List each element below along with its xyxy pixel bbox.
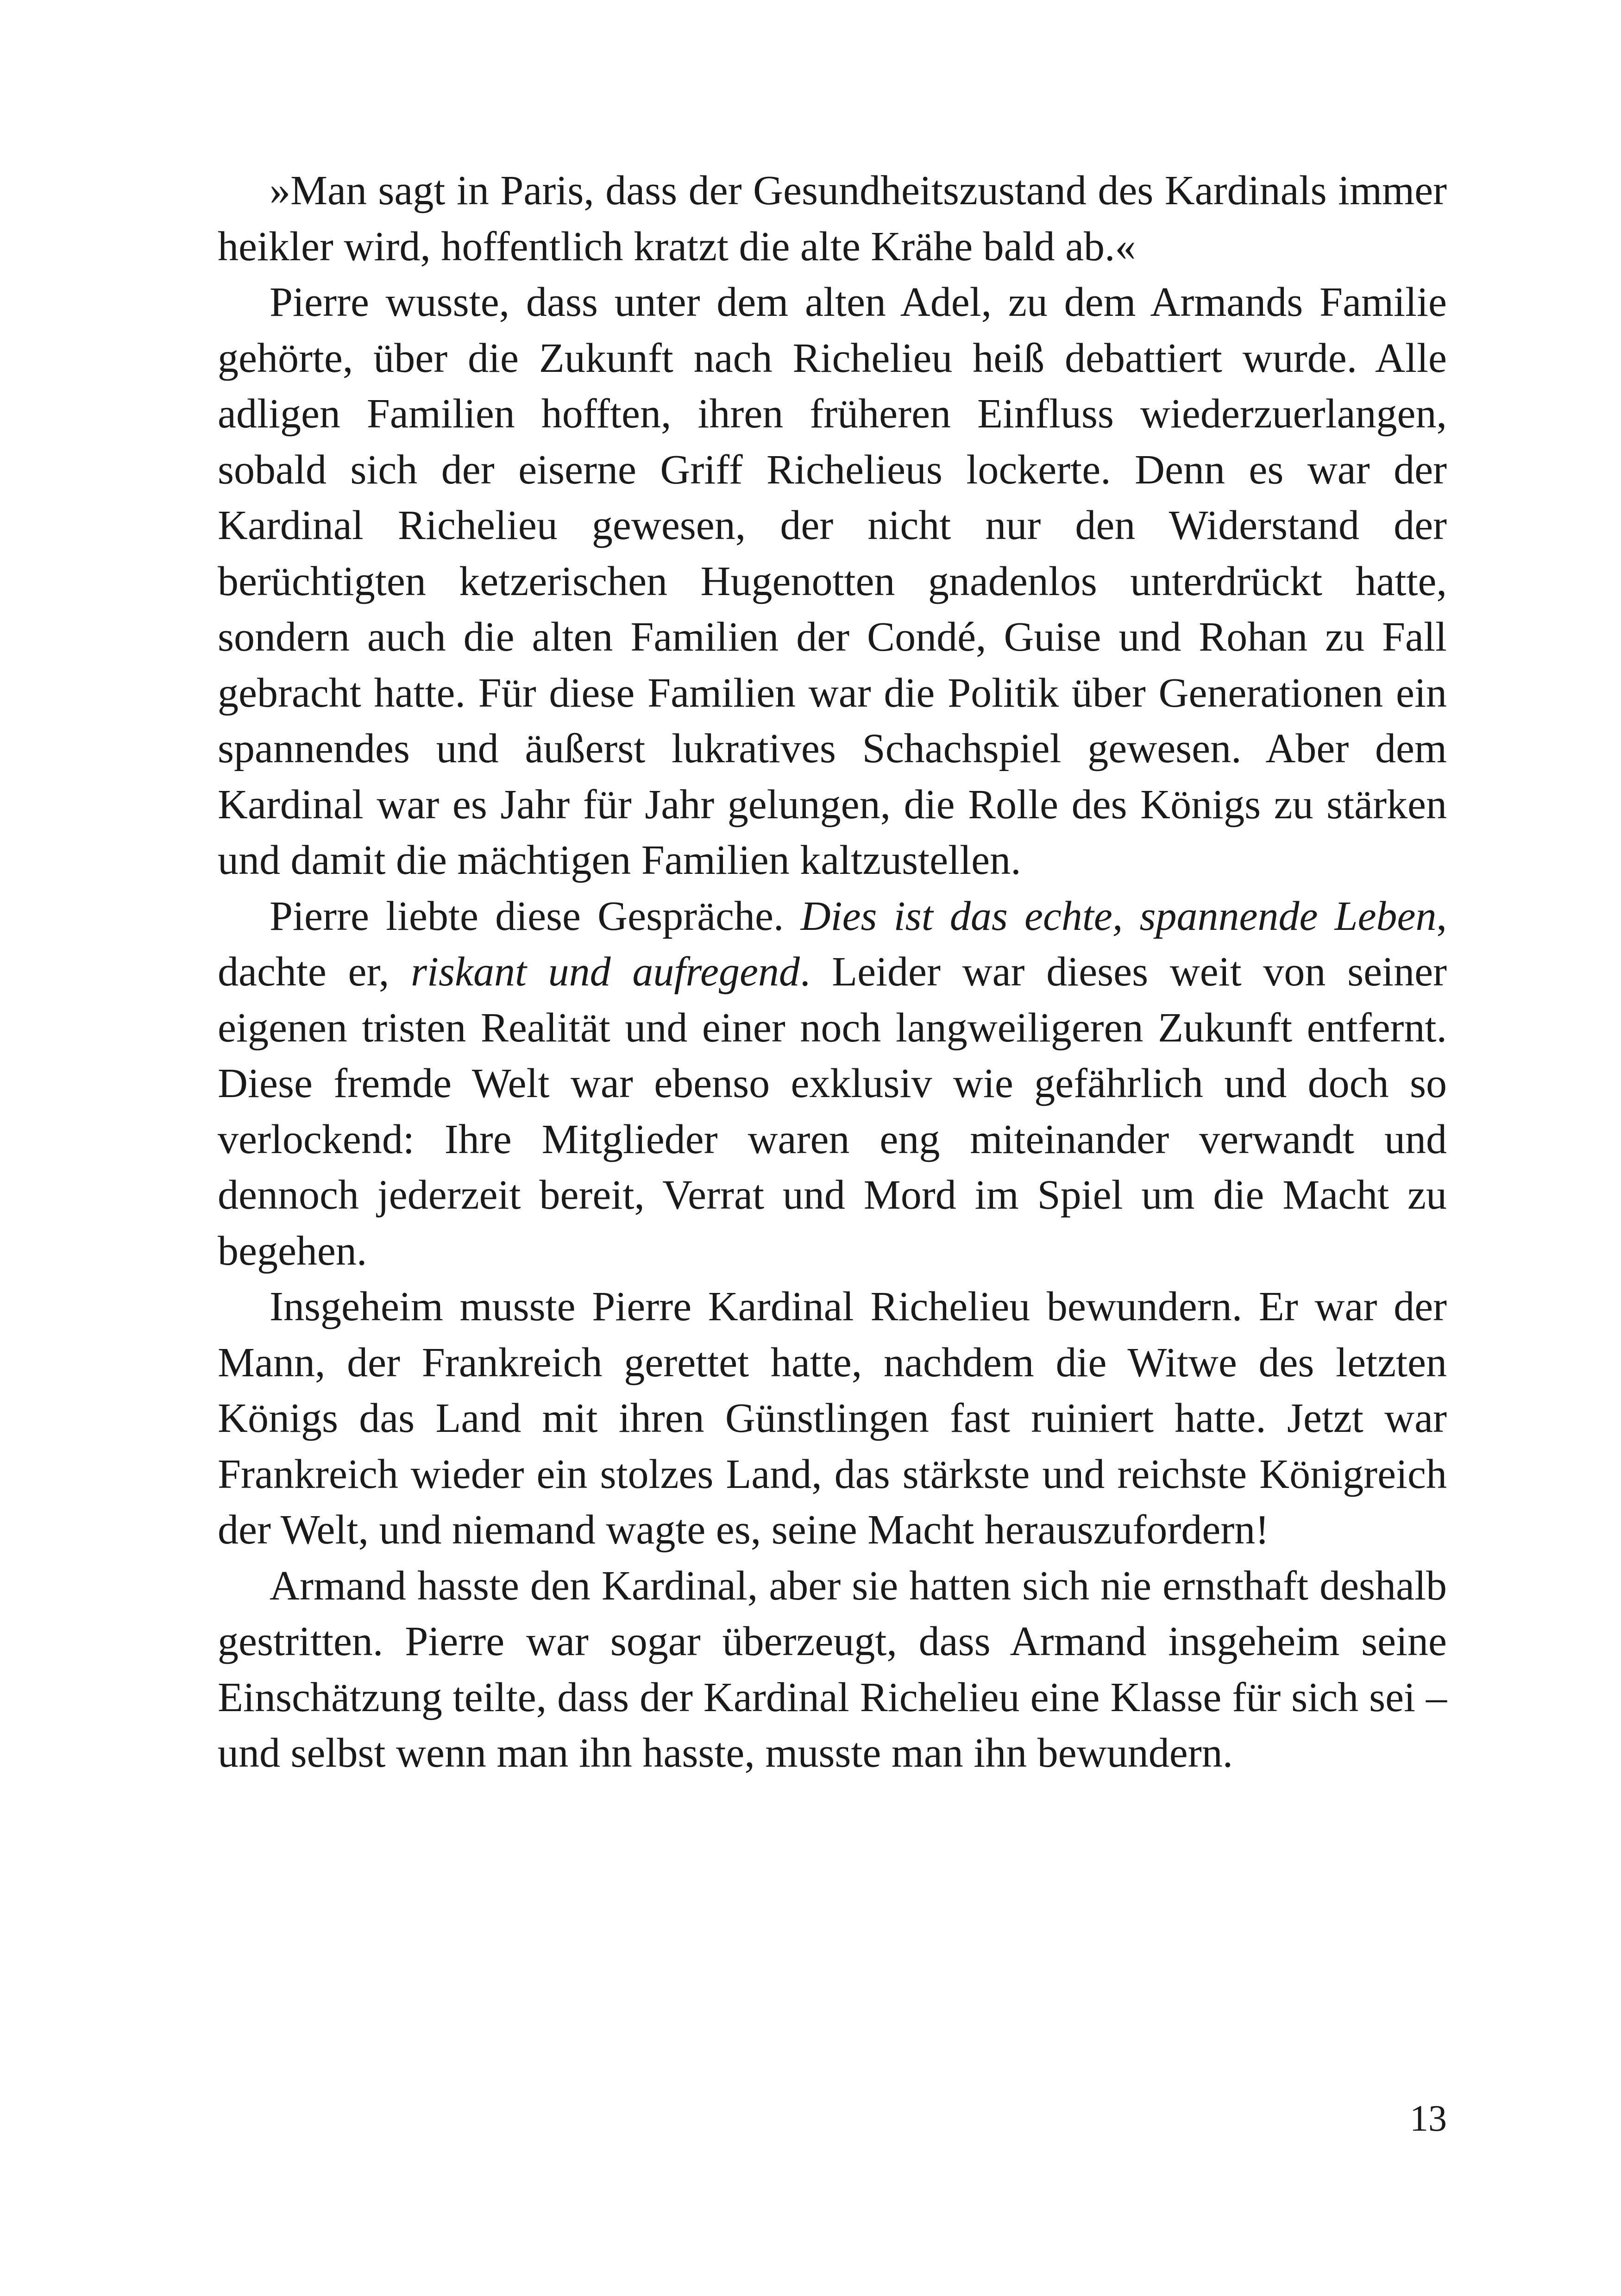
paragraph-4	[218, 1279, 1447, 1558]
paragraph-3-segment-3: , dachte er,	[218, 893, 1447, 995]
paragraph-2-segment-1: Pierre wusste, dass unter dem alten Adel, zu dem Armands Familie gehörte, über die Zukunft nach Richelieu heiß debattiert wurde. Alle adligen Familien hofften, ihren früheren Einfluss wiederzuerlangen, sobald sich der eiserne Griff Richelieus lockerte. Denn es war der Kardinal Richelieu gewesen, der nicht nur den Widerstand der berüchtigten ketzerischen Hugenotten gnadenlos unterdrückt hatte, sondern auch die alten Familien der Condé, Guise und Rohan zu Fall gebracht hatte. Für diese Familien war die Politik über Generationen ein spannendes und äußerst lukratives Schachspiel gewesen. Aber dem Kardinal war es Jahr für Jahr gelungen, die Rolle des Königs zu stärken und damit die mächtigen Familien kaltzustellen.	[218, 279, 1447, 883]
paragraph-5-segment-1: Armand hasste den Kardinal, aber sie hatten sich nie ernsthaft deshalb gestritten. Pierre war sogar überzeugt, dass Armand insgeheim seine Einschätzung teilte, dass der Kardinal Richelieu eine Klasse für sich sei – und selbst wenn man ihn hasste, musste man ihn bewundern.	[218, 1562, 1447, 1776]
body-text	[218, 163, 1447, 1782]
page-number: 13	[1410, 2098, 1447, 2139]
paragraph-4-segment-1: Insgeheim musste Pierre Kardinal Richelieu bewundern. Er war der Mann, der Frankreich gerettet hatte, nachdem die Witwe des letzten Königs das Land mit ihren Günstlingen fast ruiniert hatte. Jetzt war Frankreich wieder ein stolzes Land, das stärkste und reichste Königreich der Welt, und niemand wagte es, seine Macht herauszufordern!	[218, 1284, 1447, 1553]
paragraph-3-italic-thought-1: Dies ist das echte, spannende Leben	[800, 893, 1437, 939]
paragraph-1-segment-1: »Man sagt in Paris, dass der Gesundheitszustand des Kardinals immer heikler wird, hoffentlich kratzt die alte Krähe bald ab.«	[218, 168, 1447, 270]
paragraph-5	[218, 1558, 1447, 1782]
paragraph-2	[218, 275, 1447, 889]
paragraph-3-segment-5: . Leider war dieses weit von seiner eigenen tristen Realität und einer noch langweiligeren Zukunft entfernt. Diese fremde Welt war ebenso exklusiv wie gefährlich und doch so verlockend: Ihre Mitglieder waren eng miteinander verwandt und dennoch jederzeit bereit, Verrat und Mord im Spiel um die Macht zu begehen.	[218, 949, 1447, 1274]
paragraph-3	[218, 889, 1447, 1280]
paragraph-3-segment-1: Pierre liebte diese Gespräche.	[270, 893, 801, 939]
paragraph-1	[218, 163, 1447, 275]
paragraph-3-italic-thought-2: riskant und aufregend	[411, 949, 800, 995]
